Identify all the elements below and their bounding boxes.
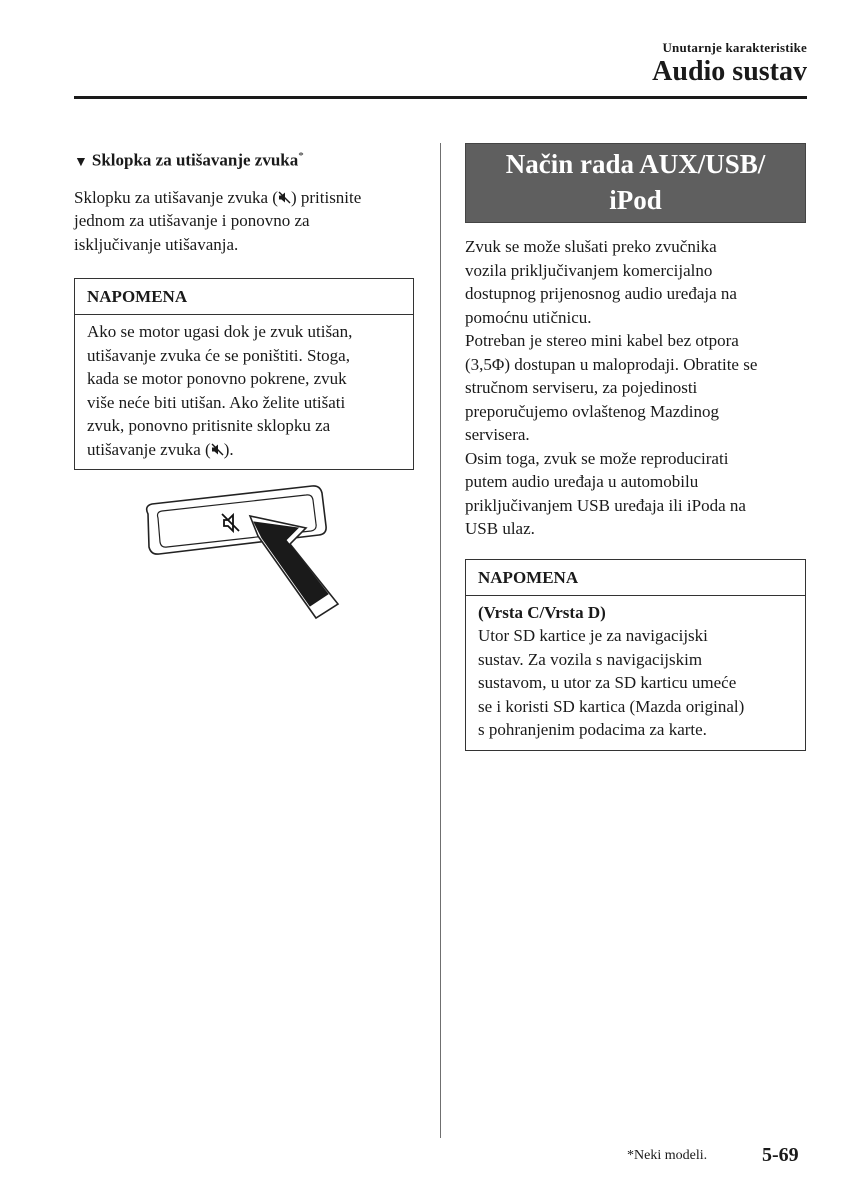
page-title: Audio sustav — [652, 56, 807, 87]
paragraph-line: servisera. — [465, 425, 530, 444]
note-body — [466, 596, 805, 750]
paragraph-line: preporučujemo ovlaštenog Mazdinog — [465, 401, 719, 421]
paragraph-line: USB ulaz. — [465, 519, 535, 538]
heading-text: Sklopka za utišavanje zvuka — [91, 150, 299, 170]
note-box — [74, 278, 414, 470]
note-line: se i koristi SD kartica (Mazda original) — [478, 696, 745, 716]
note-line: utišavanje zvuka ( — [87, 439, 211, 459]
section-label: Unutarnje karakteristike — [662, 40, 807, 55]
mute-switch-illustration — [140, 478, 355, 628]
aux-usb-paragraph — [465, 235, 806, 541]
note-line: zvuk, ponovno pritisnite sklopku za — [87, 416, 331, 436]
paragraph-text: Sklopku za utišavanje zvuka ( — [74, 187, 278, 207]
paragraph-line: isključivanje utišavanja. — [74, 234, 239, 254]
mute-icon — [211, 443, 224, 456]
paragraph-line: Potreban je stereo mini kabel bez otpora — [465, 331, 739, 350]
header-rule — [74, 96, 807, 99]
paragraph-text: ) pritisnite — [290, 187, 362, 207]
note-line: utišavanje zvuka će se poništiti. Stoga, — [87, 345, 350, 365]
note-subtitle: (Vrsta C/Vrsta D) — [478, 602, 606, 622]
paragraph-line: stručnom serviseru, za pojedinosti — [465, 378, 698, 397]
paragraph-line: putem audio uređaja u automobilu — [465, 472, 699, 491]
mute-switch-paragraph — [74, 186, 414, 257]
page-number: 5-69 — [762, 1144, 799, 1166]
aux-usb-ipod-banner — [465, 143, 806, 223]
right-column — [465, 143, 806, 751]
paragraph-line: priključivanjem USB uređaja ili iPoda na — [465, 495, 746, 515]
note-line: Utor SD kartice je za navigacijski — [478, 626, 708, 645]
mute-icon — [278, 191, 291, 204]
note-line: s pohranjenim podacima za karte. — [478, 720, 707, 739]
note-body — [75, 315, 413, 469]
left-column — [74, 145, 414, 470]
note-line: sustav. Za vozila s navigacijskim — [478, 649, 703, 669]
note-line: ). — [223, 439, 234, 459]
paragraph-line: jednom za utišavanje i ponovno za — [74, 211, 310, 231]
column-divider — [440, 143, 441, 1138]
asterisk-mark: * — [298, 150, 304, 162]
paragraph-line: Zvuk se može slušati preko zvučnika — [465, 237, 717, 256]
note-line: Ako se motor ugasi dok je zvuk utišan, — [87, 322, 353, 342]
paragraph-line: Osim toga, zvuk se može reproducirati — [465, 448, 729, 468]
banner-line: iPod — [609, 185, 662, 215]
triangle-marker-icon: ▼ — [74, 154, 88, 170]
note-title: NAPOMENA — [75, 279, 413, 315]
note-line: sustavom, u utor za SD karticu umeće — [478, 673, 737, 692]
paragraph-line: vozila priključivanjem komercijalno — [465, 260, 713, 280]
note-line: kada se motor ponovno pokrene, zvuk — [87, 369, 347, 389]
note-title: NAPOMENA — [466, 560, 805, 596]
mute-switch-heading — [74, 145, 414, 174]
note-box — [465, 559, 806, 751]
paragraph-line: pomoćnu utičnicu. — [465, 307, 592, 327]
note-line: više neće biti utišan. Ako želite utišati — [87, 392, 346, 412]
footnote: *Neki modeli. — [627, 1148, 708, 1163]
paragraph-line: dostupnog prijenosnog audio uređaja na — [465, 284, 737, 303]
banner-line: Način rada AUX/USB/ — [505, 149, 766, 179]
paragraph-line: (3,5Φ) dostupan u maloprodaji. Obratite se — [465, 354, 758, 374]
